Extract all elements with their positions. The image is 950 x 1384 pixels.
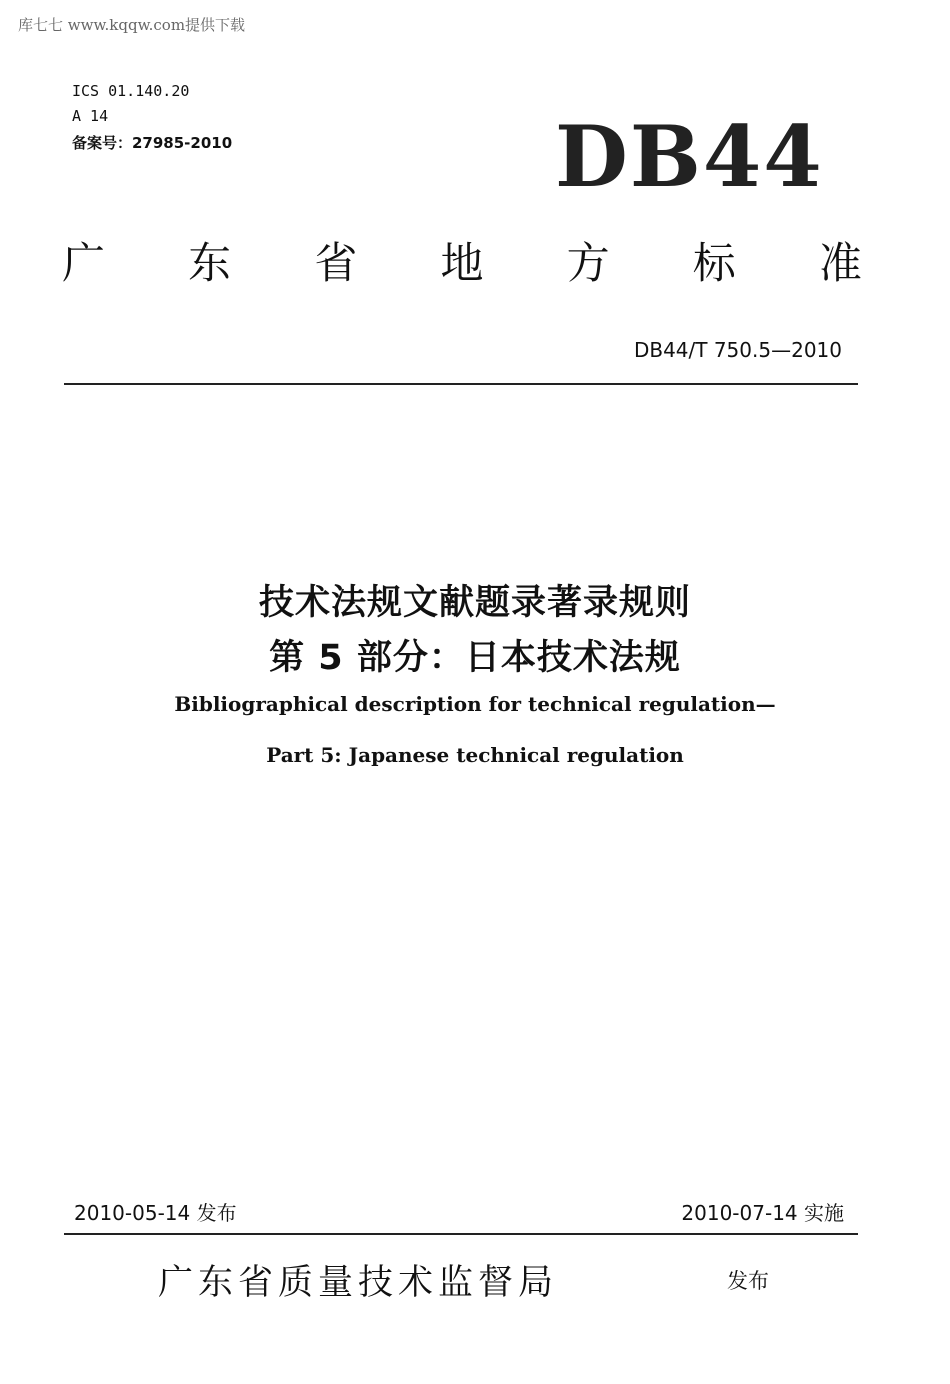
issue-date: 2010-05-14 发布 (74, 1201, 237, 1225)
heading-char: 省 (314, 239, 358, 289)
issue-word: 发布 (727, 1269, 769, 1293)
implement-date: 2010-07-14 实施 (681, 1201, 844, 1225)
title-cn-line1: 技术法规文献题录著录规则 (258, 583, 691, 623)
standard-number: DB44/T 750.5—2010 (633, 338, 842, 362)
db44-logo: DB44 (555, 107, 824, 206)
title-en-line2: Part 5: Japanese technical regulation (266, 743, 684, 767)
heading-char: 地 (440, 239, 484, 289)
bottom-divider (64, 1233, 858, 1235)
title-en-line1: Bibliographical description for technical regulation— (174, 692, 776, 716)
classification-code: A 14 (72, 107, 109, 125)
heading-char: 标 (692, 239, 736, 289)
record-number: 备案号：27985-2010 (72, 134, 233, 152)
watermark: 库七七 www.kqqw.com提供下载 (18, 16, 246, 34)
issuing-authority: 广东省质量技术监督局 (158, 1263, 559, 1303)
heading-char: 方 (566, 239, 610, 289)
ics-code: ICS 01.140.20 (72, 82, 190, 100)
provincial-standard-heading (62, 230, 862, 291)
heading-char: 广 (62, 239, 105, 289)
title-cn-line2: 第 5 部分：日本技术法规 (269, 638, 681, 678)
heading-char: 东 (188, 239, 232, 289)
top-divider (64, 383, 858, 385)
heading-char: 准 (818, 239, 862, 289)
